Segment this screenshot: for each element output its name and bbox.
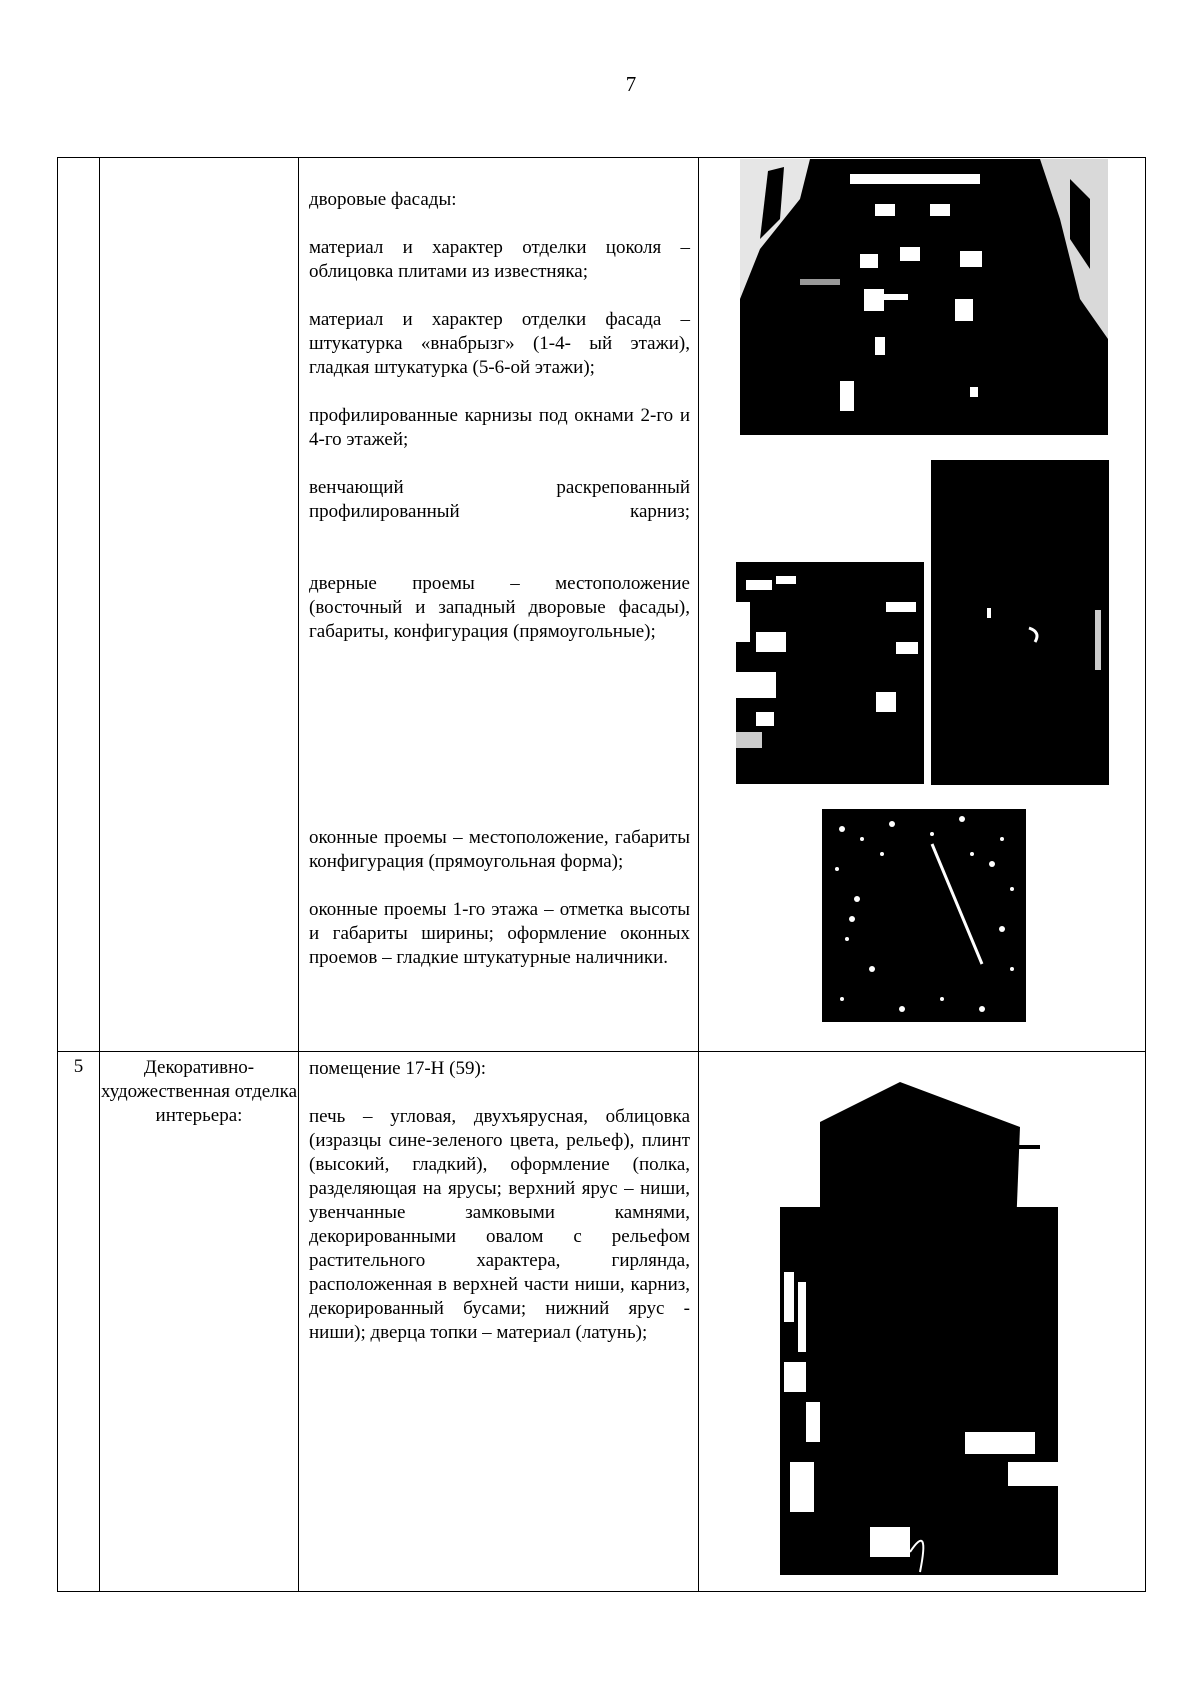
courtyard-facade-photo [740,159,1108,435]
row-number-cell [58,158,100,1052]
tiled-stove-photo [780,1082,1058,1575]
paragraph: печь – угловая, двухъярусная, облицовка (изразцы сине-зеленого цвета, рельеф), плинт (высокий, гладкий), оформление (полка, разделяющая на ярусы; верхний ярус – ниши, увенчанные замковыми камнями, декорированными овалом с рельефом растительного характера, гирлянда, расположенная в верхней части ниши, карниз, декорированный бусами; нижний ярус - ниши); дверца топки – материал (латунь); [309,1106,690,1343]
paragraph: профилированные карнизы под окнами 2-го и 4-го этажей; [309,405,690,450]
paragraph: материал и характер отделки фасада – штукатурка «внабрызг» (1-4- ый этажи), гладкая штукатурка (5-6-ой этажи); [309,309,690,378]
doorway-photo-west [736,562,924,784]
description-cell [299,1052,699,1592]
paragraph: помещение 17-Н (59): [309,1058,487,1079]
page-number: 7 [625,72,637,96]
paragraph: материал и характер отделки цоколя – облицовка плитами из известняка; [309,237,690,282]
paragraph: оконные проемы 1-го этажа – отметка высоты и габариты ширины; оформление оконных проемов – гладкие штукатурные наличники. [309,899,690,968]
category-cell: Декоративно-художественная отделка интерьера: [100,1052,299,1592]
doorway-photo-east [931,460,1109,785]
row-number-cell: 5 [58,1052,100,1592]
category-cell [100,158,299,1052]
description-cell [299,158,699,1052]
paragraph: дворовые фасады: [309,189,457,210]
paragraph: оконные проемы – местоположение, габариты конфигурация (прямоугольная форма); [309,827,690,872]
window-opening-photo [822,809,1026,1022]
paragraph: дверные проемы – местоположение (восточный и западный дворовые фасады), габариты, конфигурация (прямоугольные); [309,573,690,642]
paragraph: венчающий раскрепованный профилированный карниз; [309,477,690,522]
